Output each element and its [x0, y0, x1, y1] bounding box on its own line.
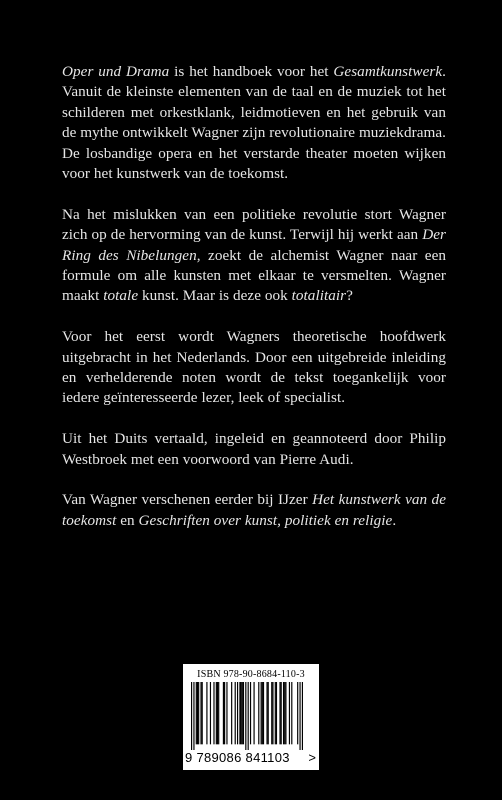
barcode-bar: [196, 682, 197, 744]
barcode-bar: [276, 682, 277, 744]
text-run: .: [392, 511, 397, 529]
barcode-bar: [271, 682, 272, 744]
barcode-bar: [202, 682, 203, 744]
barcode-bar: [258, 682, 259, 744]
barcode-bar: [237, 682, 238, 744]
barcode-bars: [191, 682, 303, 750]
barcode-bar: [250, 682, 251, 744]
barcode-bar: [216, 682, 217, 744]
text-run: . Vanuit de kleinste elementen van de taal en de muziek tot het schilderen met orkestklank, leidmotieven en het gebruik van de mythe ontwikkelt Wagner zijn revolutionaire muziekdrama. De losbandige opera en het verstarde theater moeten wijken voor het kunstwerk van de toekomst.: [62, 63, 446, 183]
barcode-bar: [235, 682, 236, 744]
barcode-bar: [275, 682, 276, 744]
text-run: Het kunstwerk van de toekomst: [62, 491, 446, 529]
barcode-bar: [217, 682, 218, 744]
barcode-bar: [245, 682, 246, 750]
isbn-label: ISBN 978-90-8684-110-3: [197, 669, 305, 680]
text-run: totalitair: [291, 287, 347, 305]
barcode-bar: [291, 682, 292, 744]
barcode-bar: [210, 682, 211, 744]
barcode-bar: [226, 682, 227, 744]
paragraph-revolution: [62, 205, 446, 307]
barcode-bar: [193, 682, 194, 750]
barcode-bar: [223, 682, 224, 744]
barcode-bar: [284, 682, 285, 744]
barcode-bar: [283, 682, 284, 744]
barcode-bar: [213, 682, 214, 744]
barcode-bar: [248, 682, 249, 750]
barcode-bar: [279, 682, 280, 744]
paragraph-earlier-works: [62, 490, 446, 531]
barcode-bar: [272, 682, 273, 744]
barcode-bar: [239, 682, 240, 744]
text-run: Oper und Drama: [62, 63, 170, 80]
blurb-text: [62, 62, 446, 531]
text-run: Uit het Duits vertaald, ingeleid en geannoteerd door Philip Westbroek met een voorwoord van Pierre Audi.: [62, 430, 446, 468]
barcode-bar: [242, 682, 243, 744]
barcode-bar: [218, 682, 219, 744]
barcode-bar: [224, 682, 225, 744]
barcode-bar: [231, 682, 232, 744]
ean-digits: 9 789086 841103: [185, 750, 290, 765]
text-run: Gesamtkunstwerk: [333, 63, 443, 80]
barcode-bar: [198, 682, 199, 744]
quiet-zone-arrow: >: [308, 750, 316, 765]
barcode-box: [183, 664, 319, 770]
barcode-bar: [206, 682, 207, 744]
barcode-bar: [253, 682, 254, 744]
barcode-bar: [261, 682, 262, 744]
barcode-bar: [262, 682, 263, 744]
barcode-bar: [243, 682, 244, 744]
barcode-bar: [197, 682, 198, 744]
barcode-bar: [299, 682, 300, 750]
paragraph-translator: [62, 429, 446, 470]
text-run: en: [116, 511, 139, 529]
text-run: zoekt de alchemist Wagner naar een formule om alle kunsten met elkaar te versmelten. Wagner maakt: [62, 246, 447, 305]
text-run: kunst. Maar is deze ook: [138, 287, 292, 305]
barcode-bar: [191, 682, 192, 750]
paragraph-first-dutch: [62, 327, 446, 409]
text-run: Der Ring des Nibelungen,: [62, 226, 446, 264]
barcode-bar: [268, 682, 269, 744]
barcode-bar: [297, 682, 298, 744]
barcode-bar: [302, 682, 303, 750]
barcode-bar: [266, 682, 267, 744]
barcode-bar: [281, 682, 282, 744]
paragraph-intro: [62, 62, 446, 184]
text-run: Geschriften over kunst, politiek en religie: [138, 511, 393, 529]
barcode-bar: [241, 682, 242, 744]
text-run: Voor het eerst wordt Wagners theoretische hoofdwerk uitgebracht in het Nederlands. Door een uitgebreide inleiding en verhelderende noten wordt de tekst toegankelijk voor iedere geïnteresseerde lezer, leek of specialist.: [62, 328, 446, 407]
text-run: ?: [346, 287, 353, 305]
barcode-bar: [285, 682, 286, 744]
barcode-bar: [200, 682, 201, 744]
barcode-bar: [263, 682, 264, 744]
text-run: Na het mislukken van een politieke revolutie stort Wagner zich op de hervorming van de kunst. Terwijl hij werkt aan: [62, 205, 446, 244]
barcode-bar: [289, 682, 290, 744]
text-run: is het handboek voor het: [169, 63, 334, 80]
text-run: Van Wagner verschenen eerder bij IJzer: [62, 491, 313, 509]
text-run: totale: [103, 287, 139, 305]
